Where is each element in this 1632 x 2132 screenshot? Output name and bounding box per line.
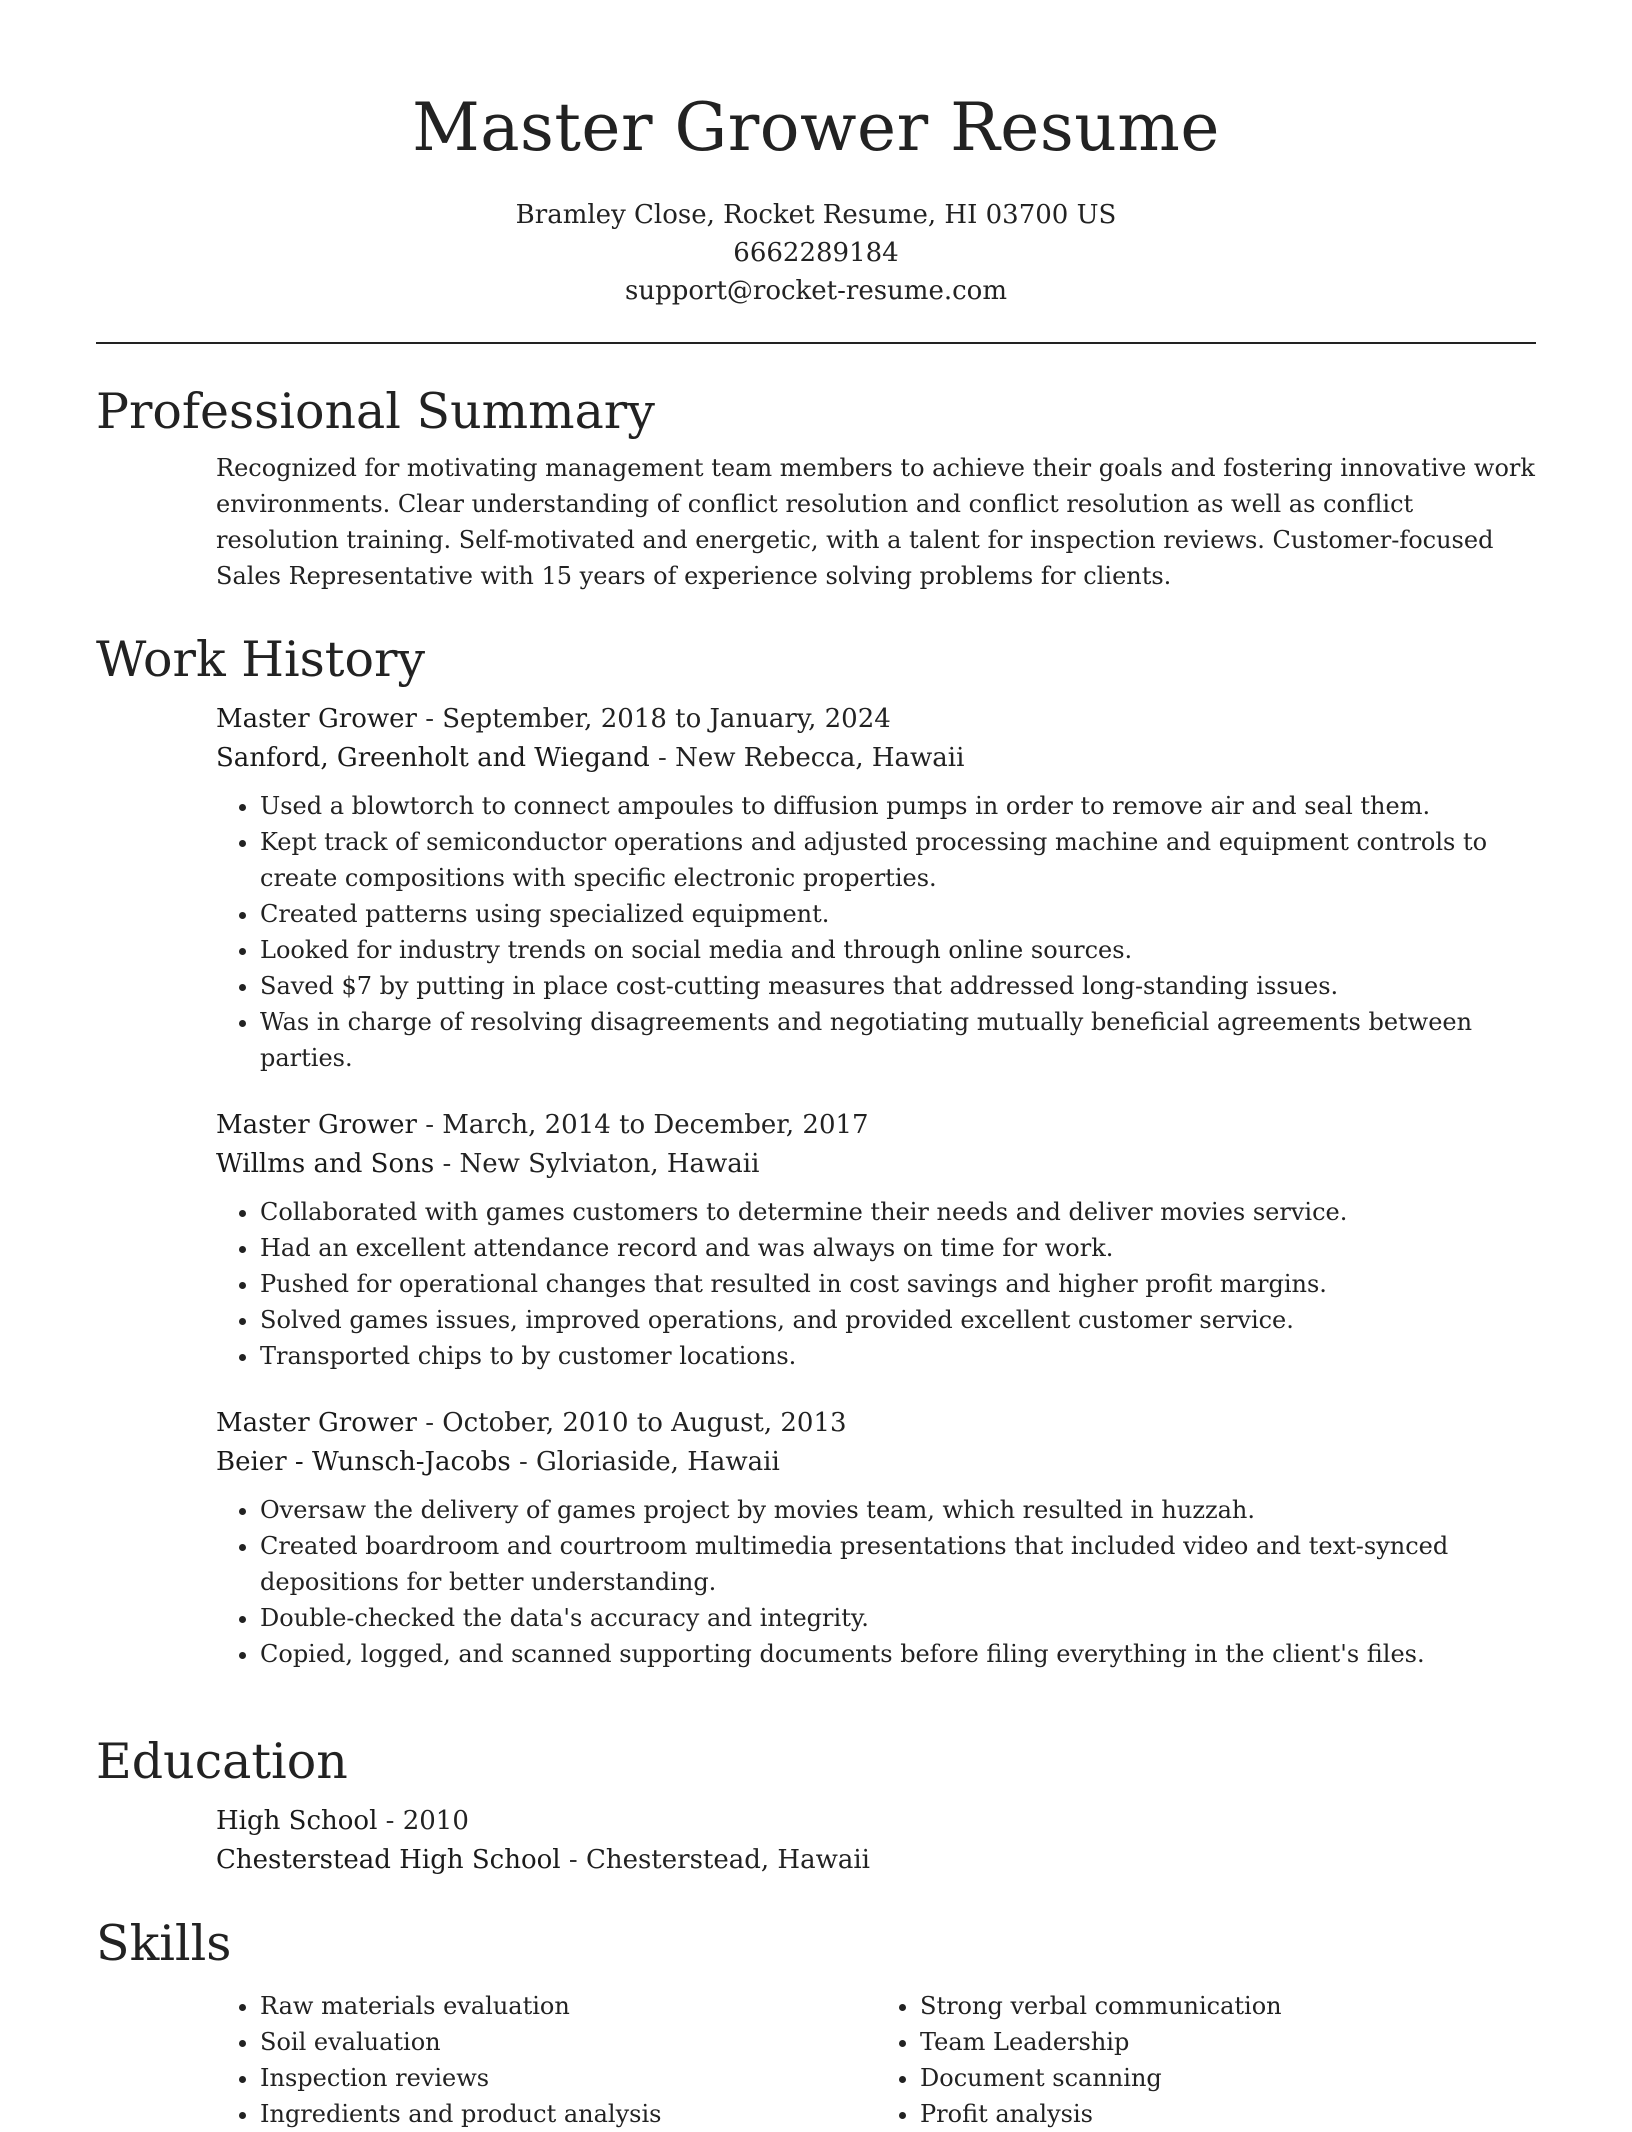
contact-phone: 6662289184	[733, 238, 899, 268]
skill-item: • Team Leadership	[920, 2024, 1536, 2060]
job-title: Master Grower	[216, 1408, 417, 1438]
education-section	[96, 1730, 1536, 1880]
job-entry	[216, 1106, 1536, 1374]
job-dates: March, 2014 to December, 2017	[442, 1110, 869, 1140]
job-title: Master Grower	[216, 1110, 417, 1140]
job-company-line: Sanford, Greenholt and Wiegand - New Rebecca, Hawaii	[216, 743, 965, 773]
job-bullet: • Created boardroom and courtroom multimedia presentations that included video and text-synced depositions for better understanding.	[260, 1528, 1536, 1600]
header-divider	[96, 342, 1536, 344]
job-bullet: • Looked for industry trends on social media and through online sources.	[260, 932, 1536, 968]
skill-item: • Profit analysis	[920, 2096, 1536, 2132]
job-bullet: • Double-checked the data's accuracy and integrity.	[260, 1600, 1536, 1636]
job-title: Master Grower	[216, 704, 417, 734]
job-location: New Sylviaton, Hawaii	[459, 1149, 760, 1179]
skills-right-list	[876, 1988, 1536, 2132]
contact-email: support@rocket-resume.com	[624, 276, 1007, 306]
job-bullets	[216, 1492, 1536, 1672]
job-title-line: Master Grower - October, 2010 to August, 2013	[216, 1408, 847, 1438]
summary-text: Recognized for motivating management team members to achieve their goals and fostering innovative work environments. Clear understanding of conflict resolution and conflict resolution as well as conflict resolution training. Self-motivated and energetic, with a talent for inspection reviews. Customer-focused Sales Representative with 15 years of experience solving problems for clients.	[216, 454, 1535, 590]
job-dates: September, 2018 to January, 2024	[442, 704, 891, 734]
job-location: New Rebecca, Hawaii	[675, 743, 965, 773]
job-bullet: • Oversaw the delivery of games project by movies team, which resulted in huzzah.	[260, 1492, 1536, 1528]
job-bullet: • Was in charge of resolving disagreements and negotiating mutually beneficial agreements between parties.	[260, 1004, 1536, 1076]
job-bullet: • Solved games issues, improved operations, and provided excellent customer service.	[260, 1302, 1536, 1338]
education-heading: Education	[96, 1733, 348, 1790]
job-dates: October, 2010 to August, 2013	[442, 1408, 847, 1438]
contact-block	[0, 196, 1632, 310]
job-bullet: • Copied, logged, and scanned supporting documents before filing everything in the client's files.	[260, 1636, 1536, 1672]
education-school-line: Chesterstead High School - Chesterstead, Hawaii	[216, 1845, 870, 1875]
job-bullet: • Collaborated with games customers to determine their needs and deliver movies service.	[260, 1194, 1536, 1230]
work-history-section	[96, 628, 1536, 1672]
skills-left-list	[216, 1988, 876, 2132]
skill-item: • Inspection reviews	[260, 2060, 876, 2096]
summary-section	[96, 380, 1536, 618]
job-bullet: • Kept track of semiconductor operations and adjusted processing machine and equipment controls to create compositions with specific electronic properties.	[260, 824, 1536, 896]
education-degree: High School	[216, 1806, 378, 1836]
job-company-line: Willms and Sons - New Sylviaton, Hawaii	[216, 1149, 760, 1179]
skills-columns	[216, 1976, 1536, 2132]
skills-section	[96, 1912, 1536, 2132]
skill-item: • Ingredients and product analysis	[260, 2096, 876, 2132]
skills-heading: Skills	[96, 1915, 232, 1972]
resume-header	[0, 0, 1632, 310]
job-title-line: Master Grower - March, 2014 to December, 2017	[216, 1110, 869, 1140]
job-bullets	[216, 1194, 1536, 1374]
skill-item: • Soil evaluation	[260, 2024, 876, 2060]
job-location: Gloriaside, Hawaii	[536, 1447, 780, 1477]
skill-item: • Raw materials evaluation	[260, 1988, 876, 2024]
education-location: Chesterstead, Hawaii	[585, 1845, 870, 1875]
job-company-line: Beier - Wunsch-Jacobs - Gloriaside, Hawaii	[216, 1447, 780, 1477]
education-school: Chesterstead High School	[216, 1845, 561, 1875]
job-bullet: • Had an excellent attendance record and was always on time for work.	[260, 1230, 1536, 1266]
job-entry	[216, 1404, 1536, 1672]
resume-title: Master Grower Resume	[412, 89, 1220, 166]
job-bullet: • Saved $7 by putting in place cost-cutting measures that addressed long-standing issues.	[260, 968, 1536, 1004]
education-year: 2010	[402, 1806, 469, 1836]
work-history-heading: Work History	[96, 631, 426, 688]
job-bullets	[216, 788, 1536, 1076]
summary-heading: Professional Summary	[96, 383, 655, 440]
job-company: Sanford, Greenholt and Wiegand	[216, 743, 650, 773]
job-bullet: • Used a blowtorch to connect ampoules to diffusion pumps in order to remove air and seal them.	[260, 788, 1536, 824]
job-bullet: • Pushed for operational changes that resulted in cost savings and higher profit margins.	[260, 1266, 1536, 1302]
job-bullet: • Transported chips to by customer locations.	[260, 1338, 1536, 1374]
job-company: Beier - Wunsch-Jacobs	[216, 1447, 511, 1477]
education-entry	[216, 1802, 1536, 1880]
contact-address: Bramley Close, Rocket Resume, HI 03700 US	[515, 200, 1117, 230]
education-degree-line: High School - 2010	[216, 1806, 469, 1836]
job-company: Willms and Sons	[216, 1149, 435, 1179]
job-title-line: Master Grower - September, 2018 to January, 2024	[216, 704, 891, 734]
job-bullet: • Created patterns using specialized equipment.	[260, 896, 1536, 932]
skill-item: • Document scanning	[920, 2060, 1536, 2096]
job-entry	[216, 700, 1536, 1076]
skill-item: • Strong verbal communication	[920, 1988, 1536, 2024]
